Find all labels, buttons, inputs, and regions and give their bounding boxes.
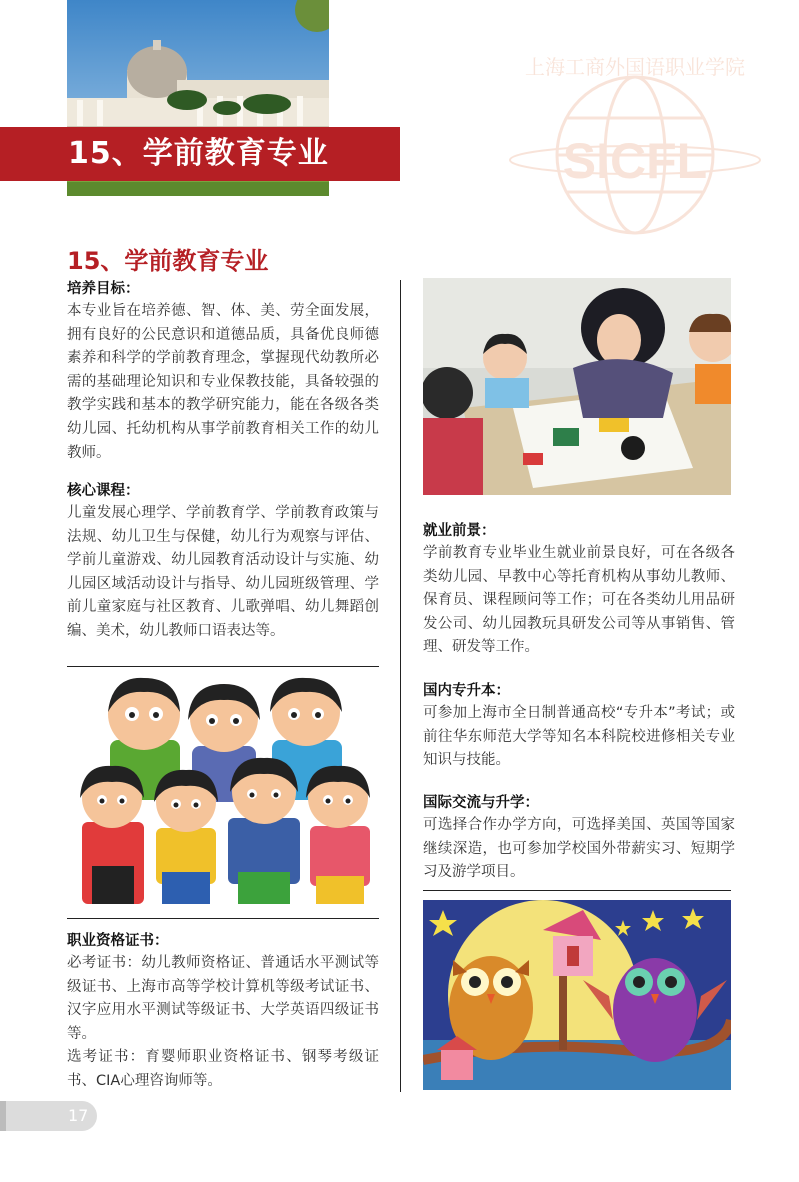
divider <box>423 890 731 891</box>
school-logo-watermark <box>505 40 765 280</box>
employment-text: 学前教育专业毕业生就业前景良好，可在各级各类幼儿园、早教中心等托育机构从事幼儿教师、保育员、课程顾问等工作；可在各类幼儿用品研发公司、幼儿园教玩具研发公司等从事销售、管理、研发等工作。 <box>423 545 735 656</box>
required-certificates-text: 必考证书：幼儿教师资格证、普通话水平测试等级证书、上海市高等学校计算机等级考试证书、汉字应用水平测试等级证书、大学英语四级证书等。 <box>67 955 379 1042</box>
column-divider <box>400 280 401 1092</box>
cartoon-children-illustration <box>72 676 376 904</box>
upgrade-text: 可参加上海市全日制普通高校“专升本”考试；或前往华东师范大学等知名本科院校进修相关专业知识与技能。 <box>423 705 735 769</box>
upgrade-label: 国内专升本： <box>423 683 510 699</box>
watermark-school-text: 上海工商外国语职业学院 <box>525 55 745 79</box>
training-goal-block <box>67 278 379 465</box>
employment-label: 就业前景： <box>423 523 496 539</box>
international-block <box>423 792 735 885</box>
page-number: 17 <box>68 1106 89 1125</box>
divider <box>67 666 379 667</box>
international-text: 可选择合作办学方向，可选择美国、英国等国家继续深造，也可参加学校国外带薪实习、短期学习及游学项目。 <box>423 817 735 881</box>
watermark-text: SICFL <box>562 133 708 189</box>
core-courses-block <box>67 480 379 644</box>
core-courses-label: 核心课程： <box>67 483 140 499</box>
core-courses-text: 儿童发展心理学、学前教育学、学前教育政策与法规、幼儿卫生与保健，幼儿行为观察与评估、学前儿童游戏、幼儿园教育活动设计与实施、幼儿园区域活动设计与指导、幼儿园班级管理、学前儿童家庭与社区教育、儿歌弹唱、幼儿舞蹈创编、美术，幼儿教师口语表达等。 <box>67 505 379 639</box>
section-title: 15、学前教育专业 <box>67 247 269 275</box>
classroom-photo <box>423 278 731 495</box>
certificates-label: 职业资格证书： <box>67 933 169 949</box>
international-label: 国际交流与升学： <box>423 795 539 811</box>
child-owl-drawing <box>423 900 731 1090</box>
training-goal-text: 本专业旨在培养德、智、体、美、劳全面发展，拥有良好的公民意识和道德品质，具备优良师德素养和科学的学前教育理念，掌握现代幼教所必需的基础理论知识和专业保教技能，具备较强的教学实践和基本的教学研究能力，能在各级各类幼儿园、托幼机构从事学前教育相关工作的幼儿教师。 <box>67 303 379 461</box>
certificates-block <box>67 930 379 1094</box>
optional-certificates-text: 选考证书：育婴师职业资格证书、钢琴考级证书、CIA心理咨询师等。 <box>67 1049 379 1089</box>
upgrade-block <box>423 680 735 773</box>
training-goal-label: 培养目标： <box>67 281 140 297</box>
banner-title: 15、学前教育专业 <box>68 136 329 171</box>
divider <box>67 918 379 919</box>
employment-block <box>423 520 735 660</box>
